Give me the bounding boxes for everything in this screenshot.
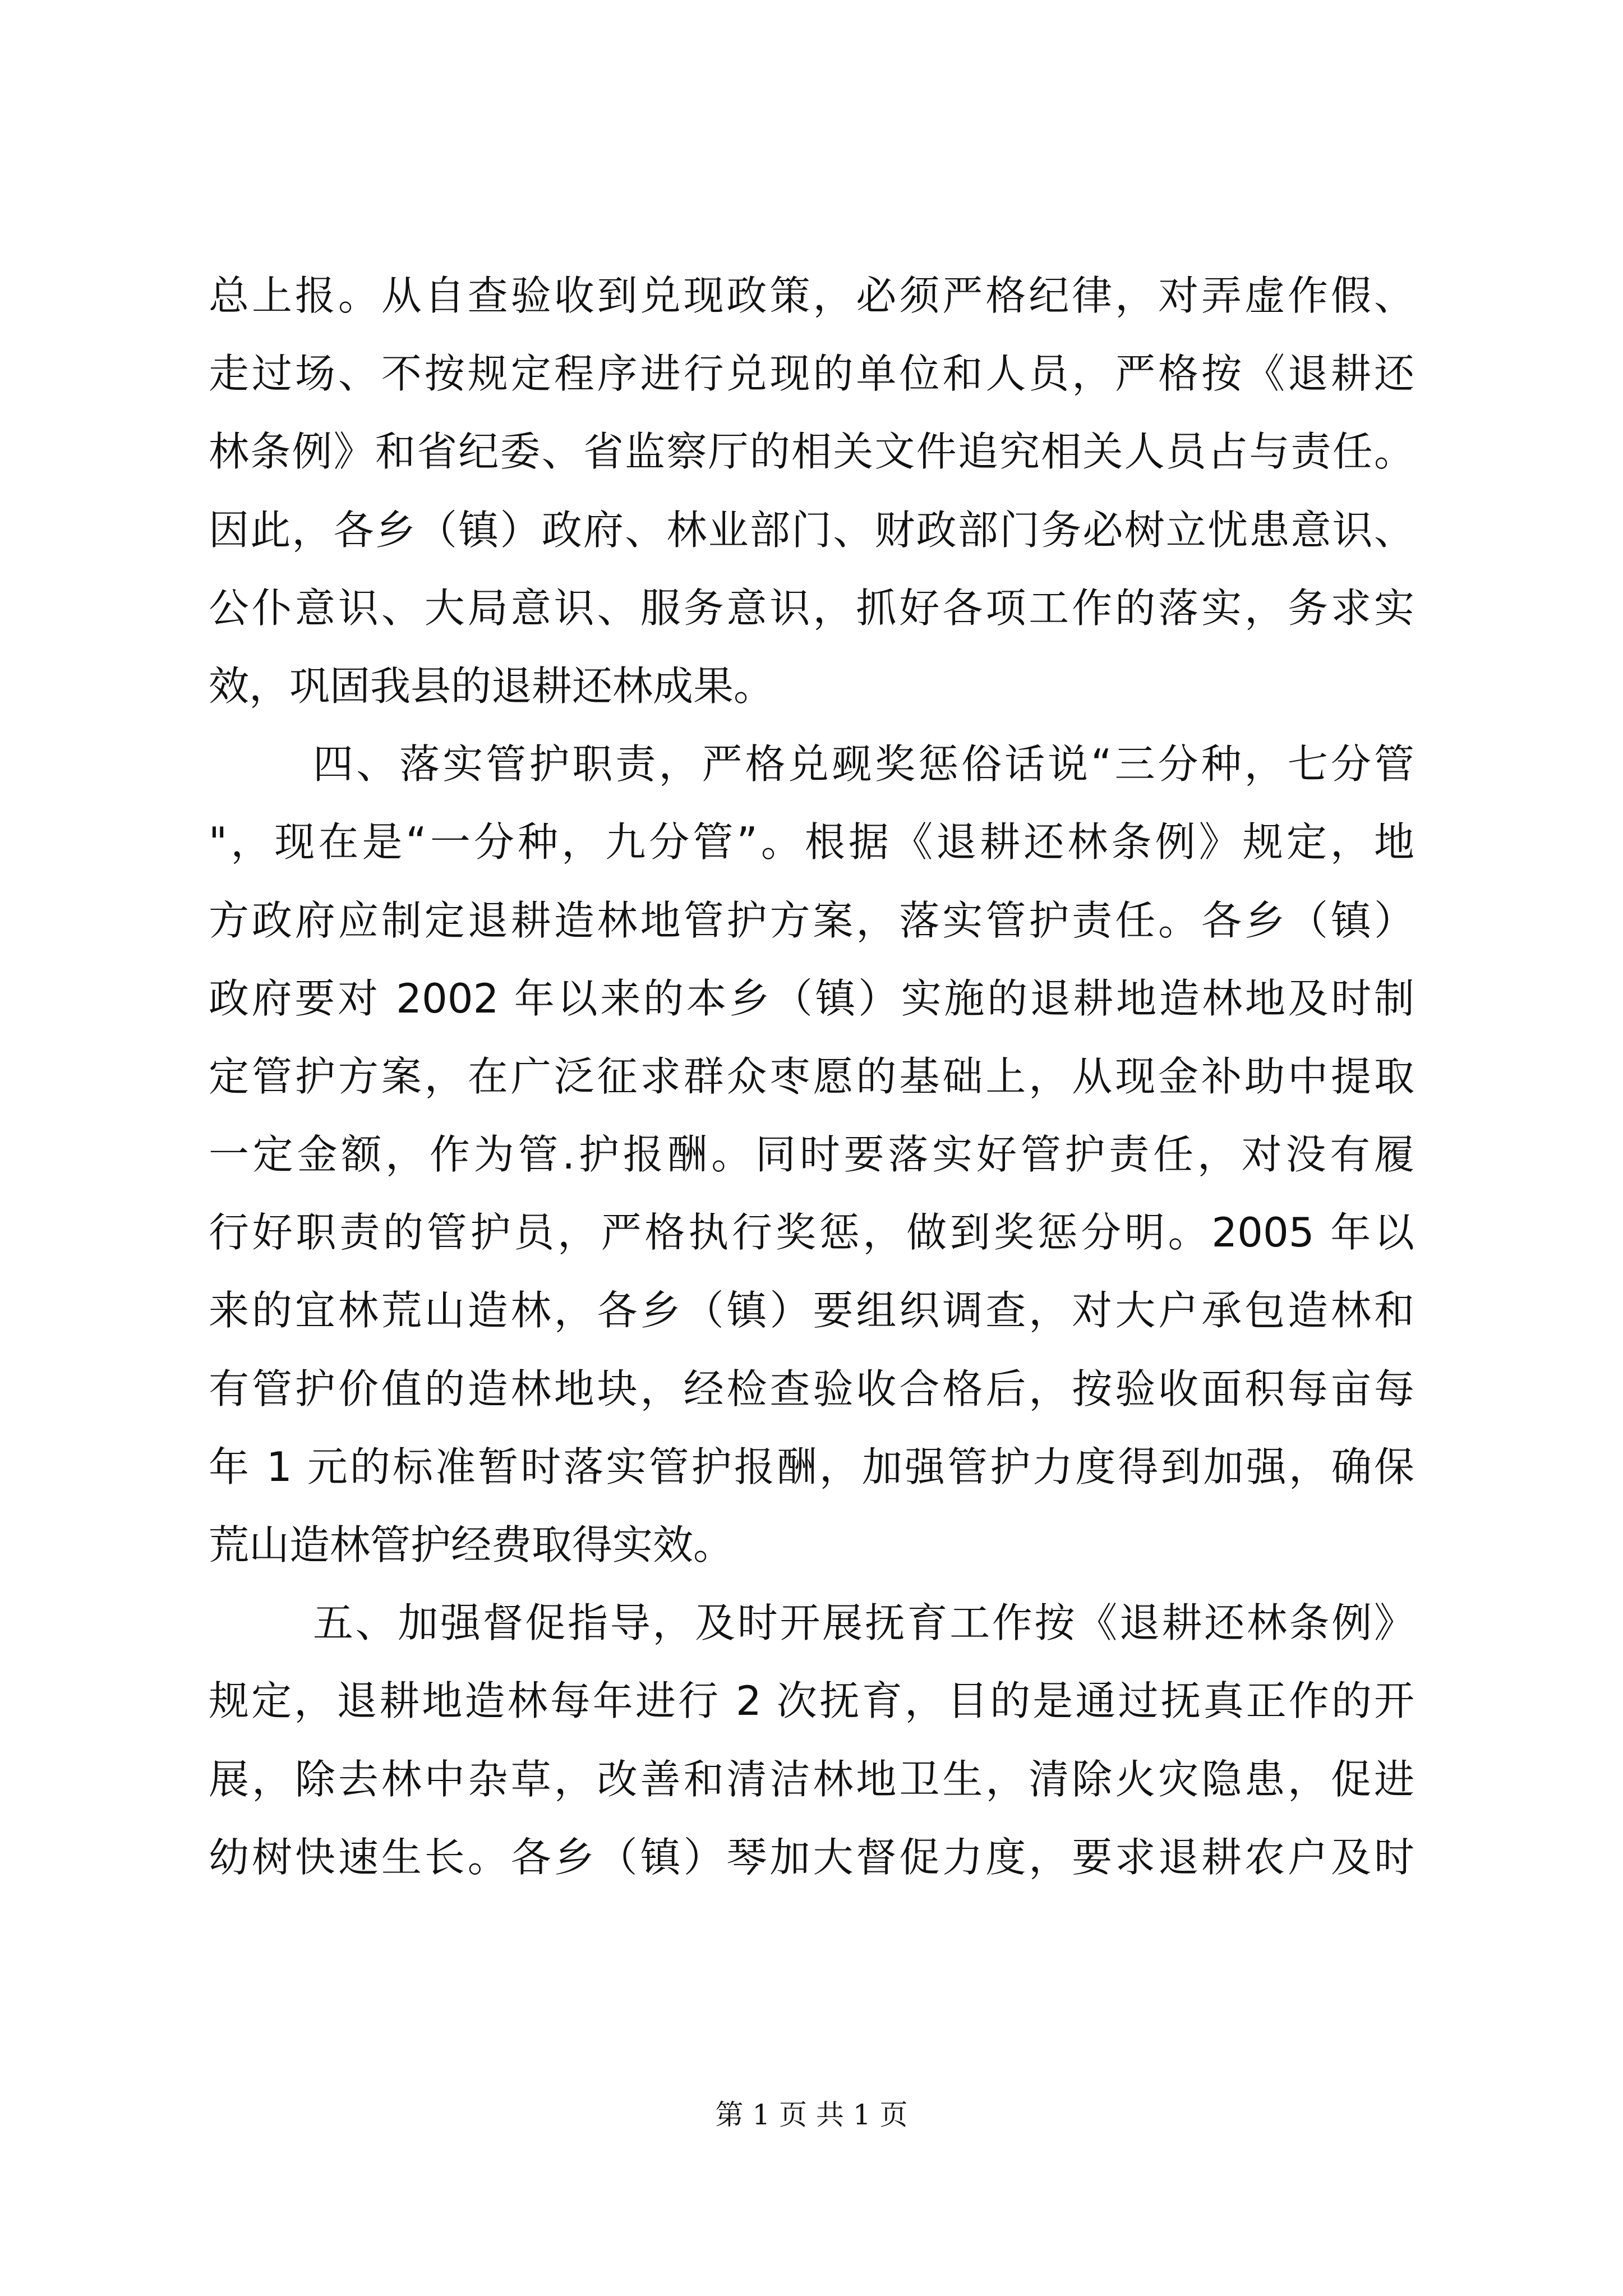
section-heading-line: 四、落实管护职责，严格兑觋奖惩俗话说“三分种，七分管	[313, 740, 1414, 788]
text-line: 年 1 元的标准暂时落实管护报酬，加强管护力度得到加强，确保	[209, 1443, 1414, 1490]
text-line: 行好职责的管护员，严格执行奖惩，做到奖惩分明。2005 年以	[209, 1209, 1414, 1257]
text-line: 有管护价值的造林地块，经检查验收合格后，按验收面积每亩每	[209, 1365, 1414, 1412]
text-line: 政府要对 2002 年以来的本乡（镇）实施的退耕地造林地及时制	[209, 974, 1414, 1022]
text-line: 因此，各乡（镇）政府、林业部门、财政部门务必树立忧患意识、	[209, 506, 1414, 554]
text-line: 走过场、不按规定程序进行兑现的单位和人员，严格按《退耕还	[209, 350, 1414, 398]
text-line: 效，巩固我县的退耕还林成果。	[209, 662, 774, 710]
text-line: 来的宜林荒山造林，各乡（镇）要组织调查，对大户承包造林和	[209, 1287, 1414, 1335]
text-line: 公仆意识、大局意识、服务意识，抓好各项工作的落实，务求实	[209, 584, 1414, 632]
text-line: 幼树快速生长。各乡（镇）琴加大督促力度，要求退耕农户及时	[209, 1833, 1414, 1881]
text-line: 总上报。从自查验收到兑现政策，必须严格纪律，对弄虚作假、	[209, 272, 1414, 319]
text-line: 荒山造林管护经费取得实效。	[209, 1521, 734, 1568]
document-body	[209, 257, 1414, 1897]
text-line: 一定金额，作为管.护报酬。同时要落实好管护责任，对没有履	[209, 1131, 1414, 1179]
text-line: 规定，退耕地造林每年进行 2 次抚育，目的是通过抚真正作的开	[209, 1677, 1414, 1725]
text-line: 定管护方案，在广泛征求群众枣愿的基础上，从现金补助中提取	[209, 1052, 1414, 1100]
text-line: "，现在是“一分种，九分管”。根据《退耕还林条例》规定，地	[209, 818, 1414, 866]
section-heading-line: 五、加强督促指导，及时开展抚育工作按《退耕还林条例》	[313, 1599, 1414, 1647]
page-number-footer: 第 1 页 共 1 页	[715, 2099, 908, 2131]
text-line: 林条例》和省纪委、省监察厅的相关文件追究相关人员占与责任。	[209, 428, 1414, 476]
text-line: 方政府应制定退耕造林地管护方案，落实管护责任。各乡（镇）	[209, 896, 1414, 944]
text-line: 展，除去林中杂草，改善和清洁林地卫生，清除火灾隐患，促进	[209, 1755, 1414, 1803]
